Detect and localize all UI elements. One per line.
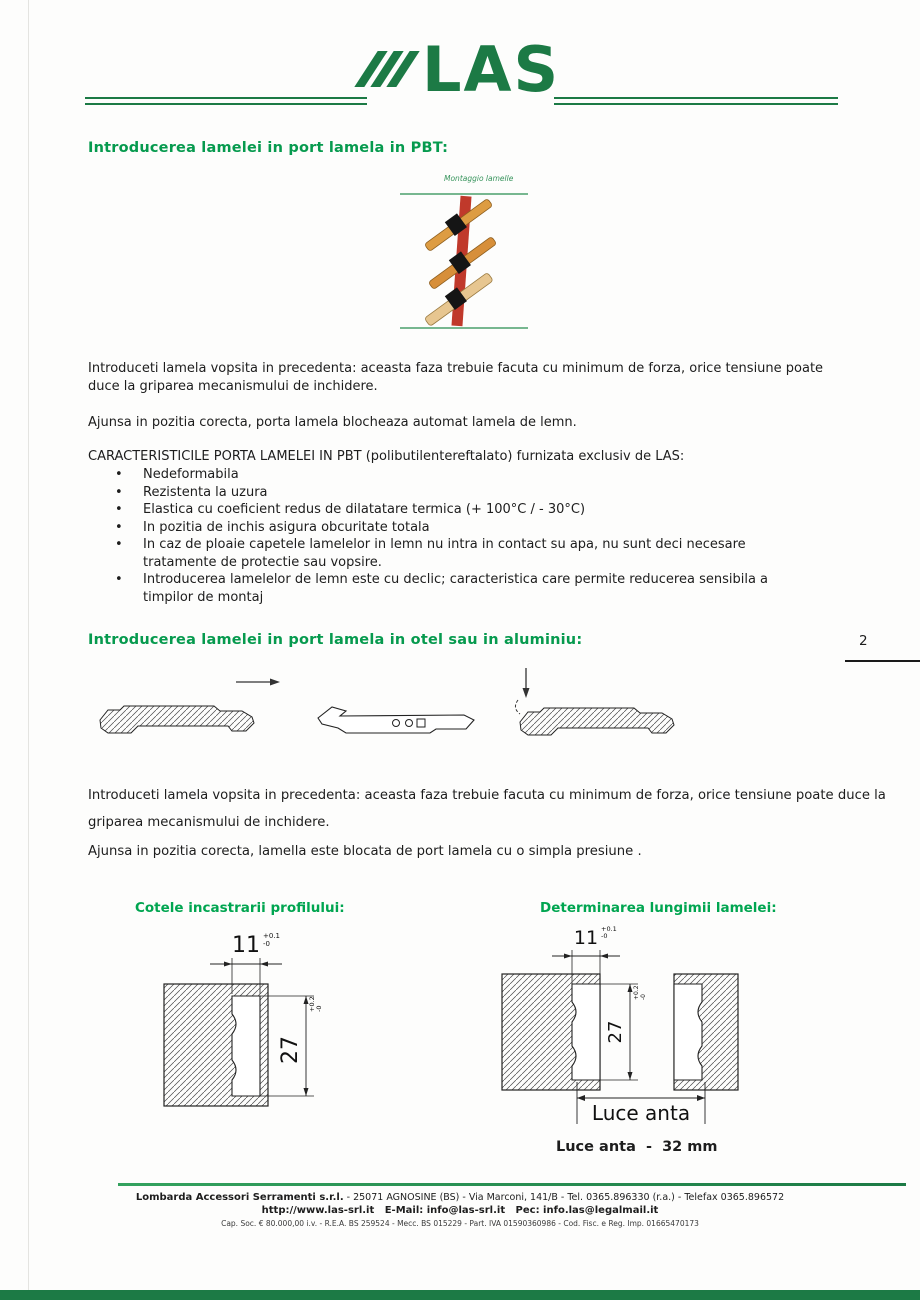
list-item: • Nedeformabila [88,466,808,484]
page-number-rule [845,660,920,662]
pbt-paragraph-3: CARACTERISTICILE PORTA LAMELEI IN PBT (polibutilentereftalato) furnizata exclusiv de LAS: [88,449,685,464]
list-item: • In pozitia de inchis asigura obcuritate totala [88,519,808,537]
profile-cross-sections-drawing [88,666,713,766]
section-title-pbt: Introducerea lamelei in port lamela in PBT: [88,140,449,156]
list-item: • Elastica cu coeficient redus de dilatatare termica (+ 100°C / - 30°C) [88,501,808,519]
dim-slot-depth-tol-minus: -0 [640,994,647,1000]
pbt-paragraph-2: Ajunsa in pozitia corecta, porta lamela blocheaza automat lamela de lemn. [88,415,577,430]
luce-anta-value: Luce anta - 32 mm [556,1139,718,1155]
header-rule-right [554,97,838,105]
pbt-characteristics-list [88,466,808,606]
page-number: 2 [859,633,868,649]
footer-company-line [0,1192,920,1203]
footer-green-bar [0,1290,920,1300]
section-title-metal: Introducerea lamelei in port lamela in otel sau in aluminiu: [88,632,583,648]
logo-stripes-icon [366,51,414,87]
profile-slot-dimension-drawing [150,918,385,1118]
dim-slot-width-tol-minus: -0 [263,940,270,948]
footer-contacts-line: http://www.las-srl.it E-Mail: info@las-srl.it Pec: info.las@legalmail.it [261,1205,659,1216]
footer-rule [118,1183,906,1186]
dim-slot-width: 11 [573,927,599,949]
dim-slot-depth-tol-plus: +0.2 [308,996,316,1012]
dim-slot-depth-tol-plus: +0.2 [633,985,640,1000]
list-item: • In caz de ploaie capetele lamelelor in lemn nu intra in contact su apa, nu sunt deci necesare tratamente de protectie sau vopsire. [88,536,808,571]
logo-text: LAS [422,33,561,106]
pbt-paragraph-1: Introduceti lamela vopsita in precedenta: aceasta faza trebuie facuta cu minimum de forza, orice tensiune poate duce la griparea mecanismului de inchidere. [88,361,824,394]
list-item: • Rezistenta la uzura [88,484,808,502]
dim-slot-width-tol-plus: +0.1 [263,932,280,940]
header-rule-left [85,97,367,105]
left-drawing-title: Cotele incastrarii profilului: [135,900,345,916]
dim-slot-depth: 27 [278,1036,303,1064]
profile-cross-sections-figure [88,666,713,770]
footer-legal-line: Cap. Soc. € 80.000,00 i.v. - R.E.A. BS 259524 - Mecc. BS 015229 - Part. IVA 01590360986 - Cod. Fisc. e Reg. Imp. 01665470173 [221,1219,699,1228]
dim-slot-width-tol-plus: +0.1 [601,925,617,933]
dim-slot-depth: 27 [605,1020,626,1044]
footer-company-details: - 25071 AGNOSINE (BS) - Via Marconi, 141/B - Tel. 0365.896330 (r.a.) - Telefax 0365.896572 [343,1192,785,1203]
metal-paragraph-2: Ajunsa in pozitia corecta, lamella este blocata de port lamela cu o simpla presiune . [88,844,642,859]
lamella-length-dimension-figure [492,918,744,1140]
dim-slot-depth-tol-minus: -0 [315,1005,323,1012]
slat-assembly-illustration [398,170,530,340]
profile-slot-dimension-figure [150,918,385,1122]
arrow-right-icon [270,679,280,686]
slat-assembly-figure [398,170,530,340]
scan-edge-line [28,0,29,1300]
metal-port-lamella-profile [318,707,474,733]
las-logo [366,33,561,106]
footer-company-name: Lombarda Accessori Serramenti s.r.l. [135,1192,344,1203]
assembled-slat-profile [520,708,674,735]
wood-slat-profile [100,706,254,733]
lamella-length-dimension-drawing [492,918,744,1136]
right-drawing-title: Determinarea lungimii lamelei: [540,900,777,916]
list-item: • Introducerea lamelelor de lemn este cu declic; caracteristica care permite reducerea sensibila a timpilor de montaj [88,571,808,606]
luce-anta-label: Luce anta [591,1101,691,1125]
arrow-down-icon [523,688,530,698]
metal-paragraph-1: Introduceti lamela vopsita in precedenta: aceasta faza trebuie facuta cu minimum de forza, orice tensiune poate duce la griparea mecanismului de inchidere. [88,788,886,830]
dim-slot-width: 11 [232,933,260,958]
figure-caption: Montaggio lamelle [444,174,514,183]
dim-slot-width-tol-minus: -0 [601,932,608,940]
